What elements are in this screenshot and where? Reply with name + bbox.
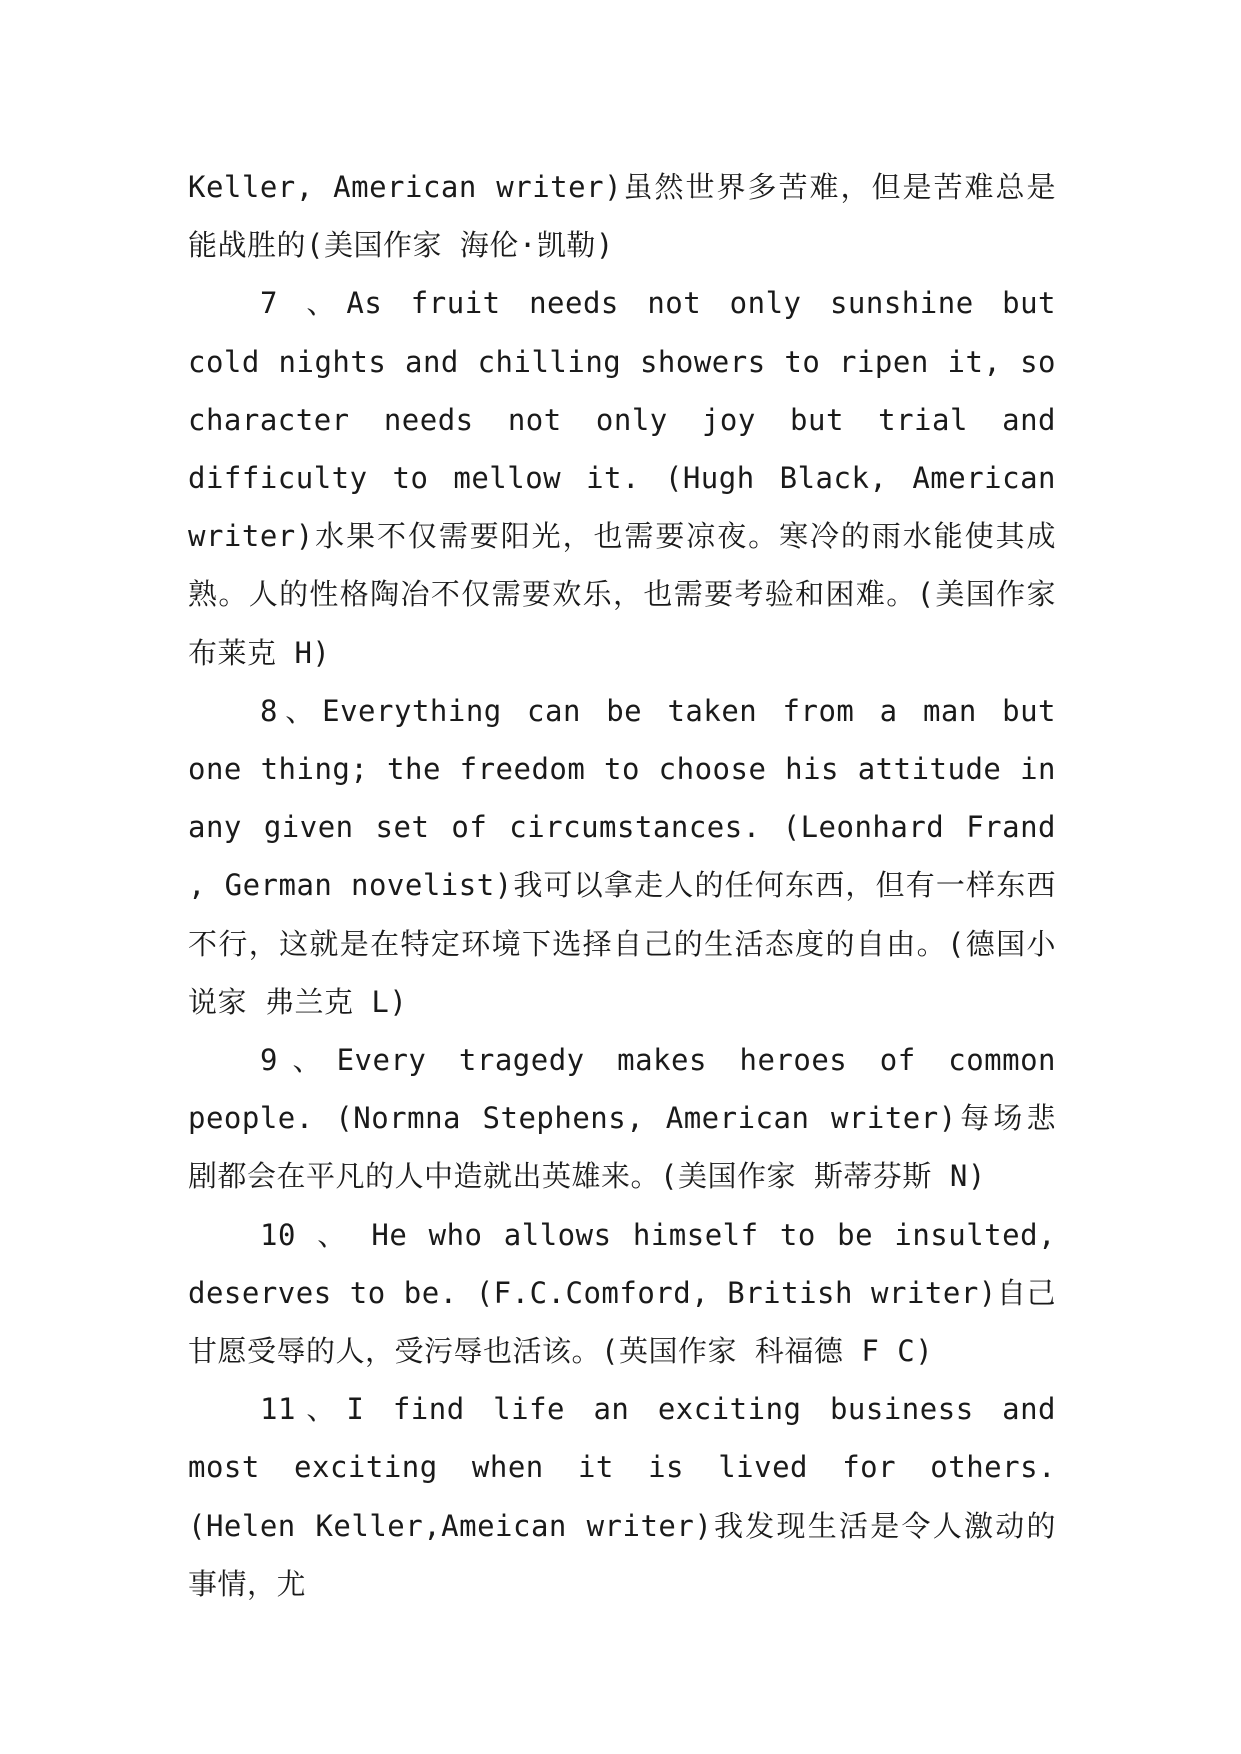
paragraph-quote-9: 9、Every tragedy makes heroes of common people. (Normna Stephens, American writer)每场悲剧都会在平凡的人中造就出英雄来。(美国作家 斯蒂芬斯 N) <box>188 1043 1056 1194</box>
document-body <box>188 158 1056 1613</box>
paragraph-quote-10: 10 、 He who allows himself to be insulted, deserves to be. (F.C.Comford, British writer)自己甘愿受辱的人，受污辱也活该。(英国作家 科福德 F C) <box>188 1217 1056 1369</box>
paragraph-quote-11: 11、I find life an exciting business and most exciting when it is lived for others. (Helen Keller,Ameican writer)我发现生活是令人激动的事情，尤 <box>188 1392 1056 1601</box>
paragraph-continuation: Keller, American writer)虽然世界多苦难，但是苦难总是能战胜的(美国作家 海伦·凯勒) <box>188 170 1056 263</box>
paragraph-quote-7: 7 、As fruit needs not only sunshine but cold nights and chilling showers to ripen it, so character needs not only joy but trial and difficulty to mellow it. (Hugh Black, American writer)水果不仅需要阳光，也需要凉夜。寒冷的雨水能使其成熟。人的性格陶冶不仅需要欢乐，也需要考验和困难。(美国作家 布莱克 H) <box>188 286 1056 670</box>
paragraph-quote-8: 8、Everything can be taken from a man but one thing; the freedom to choose his attitude in any given set of circumstances. (Leonhard Frand , German novelist)我可以拿走人的任何东西，但有一样东西不行，这就是在特定环境下选择自己的生活态度的自由。(德国小说家 弗兰克 L) <box>188 693 1056 1019</box>
